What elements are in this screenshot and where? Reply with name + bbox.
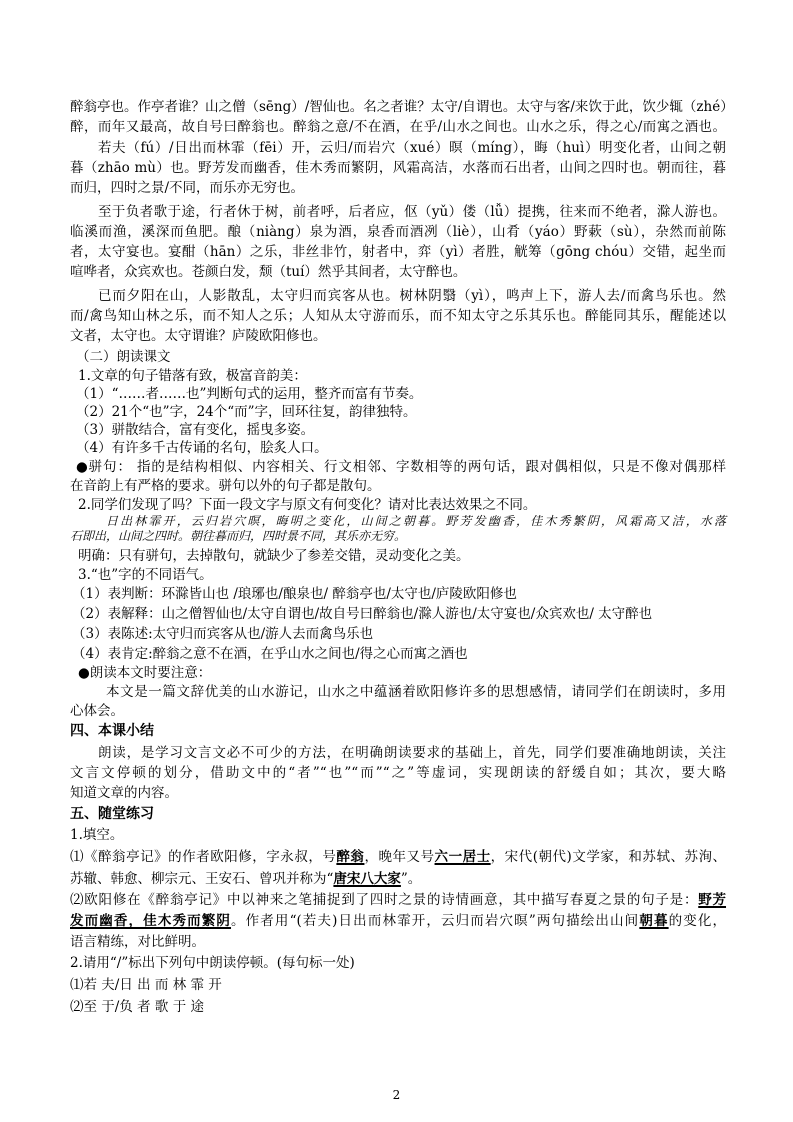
question-text: ”。 — [400, 871, 422, 887]
passage-line: 醉翁亭也。作亭者谁？山之僧（sēng）/智仙也。名之者谁？太守/自谓也。太守与客/来饮于此，饮少辄（zhé） — [70, 99, 734, 115]
pause-marking-item: ⑴若 夫/日 出 而 林 霏 开 — [70, 977, 222, 993]
point-title: 3.“也”字的不同语气。 — [78, 567, 213, 583]
list-item: （3）骈散结合，富有变化，摇曳多姿。 — [76, 422, 315, 438]
passage-line: 而/禽鸟知山林之乐，而不知人之乐；人知从太守游而乐，而不知太守之乐其乐也。醉能同其乐，醒能述以 — [70, 308, 726, 324]
question-text: ，晚年又号 — [364, 849, 435, 865]
list-item: （4）有许多千古传诵的名句，脍炙人口。 — [76, 440, 328, 456]
rewritten-text-line: 石即出，山间之四时。朝往暮而归，四时景不同，其乐亦无穷。 — [70, 529, 407, 543]
list-item: （3）表陈述:太守归而宾客从也/游人去而禽鸟乐也 — [72, 626, 374, 642]
passage-line: 至于负者歌于途，行者休于树，前者呼，后者应，伛（yǔ）偻（lǚ）提携，往来而不绝者，滁人游也。 — [98, 204, 726, 220]
fill-blank-question — [70, 911, 726, 931]
answer-blank: 六一居士 — [434, 849, 491, 865]
note-text: 骈句： 指的是结构相似、内容相关、行文相邻、字数相等的两句话，跟对偶相似，只是不像对偶那样 — [88, 459, 726, 475]
list-item: （1）“……者……也”判断句式的运用，整齐而富有节奏。 — [76, 386, 423, 402]
note-title — [70, 663, 726, 683]
fill-blank-question — [70, 847, 726, 867]
answer-blank: 野芳 — [698, 892, 727, 908]
question-text: ，宋代(朝代)文学家，和苏轼、苏洵、 — [490, 849, 727, 865]
passage-line: 喧哗者，众宾欢也。苍颜白发，颓（tuí）然乎其间者，太守醉也。 — [70, 264, 467, 280]
page-number: 2 — [392, 1088, 401, 1102]
passage-line: 已而夕阳在山，人影散乱，太守归而宾客从也。树林阴翳（yì），鸣声上下，游人去/而禽鸟乐也。然 — [98, 288, 726, 304]
parallel-sentence-note — [70, 457, 726, 477]
point-title: 1.文章的句子错落有致，极富音韵美： — [78, 368, 307, 384]
fill-blank-question — [70, 890, 726, 910]
subsection-heading: （二）朗读课文 — [76, 349, 171, 365]
note-text: 心体会。 — [70, 703, 124, 719]
list-item: （2）表解释：山之僧智仙也/太守自谓也/故自号曰醉翁也/滁人游也/太守宴也/众宾欢也/ 太守醉也 — [72, 606, 653, 622]
bullet-icon: ● — [78, 665, 90, 681]
answer-blank: 唐宋八大家 — [333, 871, 401, 887]
list-item: （4）表肯定:醉翁之意不在酒，在乎山水之间也/得之心而寓之酒也 — [72, 646, 468, 662]
question-text: 。作者用“(若夫)日出而林霏开，云归而岩穴暝”两句描绘出山间 — [231, 913, 640, 929]
section-heading: 五、随堂练习 — [70, 806, 154, 822]
rewritten-text-line: 日出林霏开，云归岩穴暝，晦明之变化，山间之朝暮。野芳发幽香，佳木秀繁阴，风霜高又洁，水落 — [106, 514, 726, 528]
note-text: 在音韵上有严格的要求。骈句以外的句子都是散句。 — [70, 478, 381, 494]
question-text: 语言精练，对比鲜明。 — [70, 934, 205, 950]
list-item: （1）表判断：环滁皆山也 /琅琊也/酿泉也/ 醉翁亭也/太守也/庐陵欧阳修也 — [72, 586, 517, 602]
question-text: 苏辙、韩愈、柳宗元、王安石、曾巩并称为“ — [70, 871, 334, 887]
passage-line: 者，太守宴也。宴酣（hān）之乐，非丝非竹，射者中，弈（yì）者胜，觥筹（gōng chóu）交错，起坐而 — [70, 244, 726, 260]
passage-line: 而归，四时之景/不同，而乐亦无穷也。 — [70, 180, 305, 196]
exercise-title: 1.填空。 — [70, 827, 124, 843]
bullet-icon: ● — [76, 459, 89, 475]
list-item: （2）21个“也”字，24个“而”字，回环往复，韵律独特。 — [76, 404, 417, 420]
point-title: 2.同学们发现了吗？下面一段文字与原文有何变化？请对比表达效果之不同。 — [78, 497, 537, 513]
passage-line: 醉，而年又最高，故自号曰醉翁也。醉翁之意/不在酒，在乎/山水之间也。山水之乐，得之心/而寓之酒也。 — [70, 119, 726, 135]
exercise-title: 2.请用“/”标出下列句中朗读停顿。(每句标一处) — [70, 955, 355, 971]
summary-line: 知道文章的内容。 — [70, 785, 178, 801]
answer-text: 明确：只有骈句，去掉散句，就缺少了参差交错，灵动变化之美。 — [78, 548, 470, 564]
answer-blank: 发而幽香，佳木秀而繁阴 — [70, 913, 232, 929]
summary-line: 文言文停顿的划分，借助文中的“者”“也”“而”“之”等虚词，实现朗读的舒缓自如；其次，要大略 — [70, 765, 726, 781]
pause-marking-item: ⑵至 于/负 者 歌 于 途 — [70, 999, 205, 1015]
note-title-text: 朗读本文时要注意： — [89, 665, 212, 681]
passage-line: 暮（zhāo mù）也。野芳发而幽香，佳木秀而繁阴，风霜高洁，水落而石出者，山间之四时也。朝而往，暮 — [70, 160, 726, 176]
note-text: 本文是一篇文辞优美的山水游记，山水之中蕴涵着欧阳修许多的思想感情，请同学们在朗读时，多用 — [106, 684, 726, 700]
question-text: 的变化， — [668, 913, 727, 929]
fill-blank-question — [70, 869, 726, 889]
answer-blank: 朝暮 — [639, 913, 669, 929]
question-text: ⑵欧阳修在《醉翁亭记》中以神来之笔捕捉到了四时之景的诗情画意，其中描写春夏之景的句子是： — [70, 892, 699, 908]
passage-line: 文者，太守也。太守谓谁？庐陵欧阳修也。 — [70, 328, 327, 344]
answer-blank: 醉翁 — [336, 849, 365, 865]
passage-line: 临溪而渔，溪深而鱼肥。酿（niàng）泉为酒，泉香而酒冽（liè），山肴（yáo）野蔌（sù），杂然而前陈 — [70, 224, 726, 240]
summary-line: 朗读，是学习文言文必不可少的方法，在明确朗读要求的基础上，首先，同学们要准确地朗读，关注 — [98, 745, 726, 761]
section-heading: 四、本课小结 — [70, 723, 154, 739]
question-text: ⑴《醉翁亭记》的作者欧阳修，字永叔，号 — [70, 849, 337, 865]
passage-line: 若夫（fú）/日出而林霏（fēi）开，云归/而岩穴（xué）暝（míng），晦（huì）明变化者，山间之朝 — [98, 140, 726, 156]
